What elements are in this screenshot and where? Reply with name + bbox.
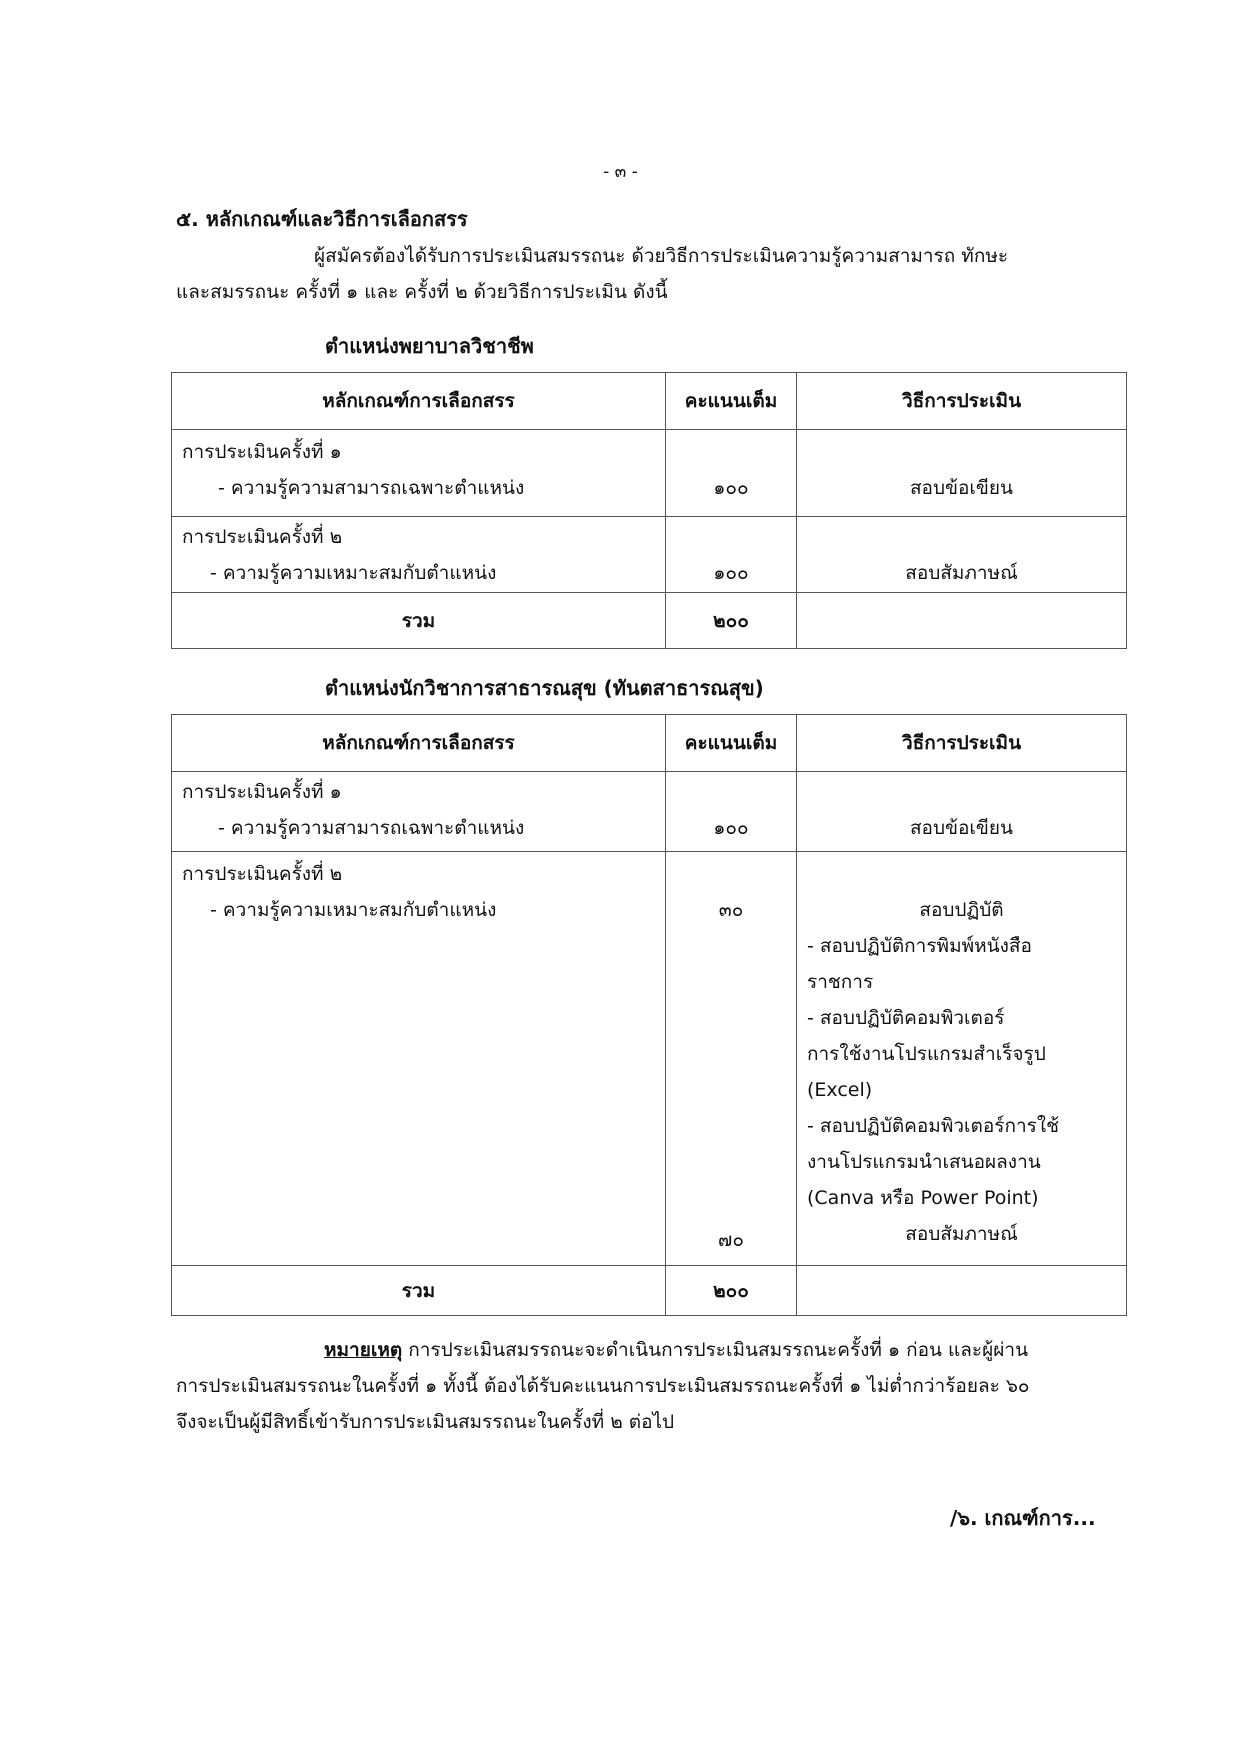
practical-line: งานโปรแกรมนำเสนอผลงาน — [807, 1151, 1041, 1173]
table1 — [171, 372, 1127, 649]
practical-line: - สอบปฏิบัติคอมพิวเตอร์ — [807, 1007, 1005, 1029]
table1-header-score: คะแนนเต็ม — [666, 373, 797, 430]
table2-header-method: วิธีการประเมิน — [797, 715, 1127, 772]
practical-line: - สอบปฏิบัติการพิมพ์หนังสือ — [807, 935, 1032, 957]
table2 — [171, 714, 1127, 1316]
practical-line: (Canva หรือ Power Point) — [807, 1187, 1039, 1209]
table1-row-round1 — [172, 430, 1127, 517]
round-item: - ความรู้ความสามารถเฉพาะตำแหน่ง — [218, 817, 525, 839]
note-label: หมายเหตุ — [324, 1339, 403, 1361]
round-label: การประเมินครั้งที่ ๒ — [182, 526, 343, 548]
round-label: การประเมินครั้งที่ ๒ — [182, 863, 343, 885]
round-label: การประเมินครั้งที่ ๑ — [182, 781, 342, 803]
table1-header-criteria: หลักเกณฑ์การเลือกสรร — [172, 373, 666, 430]
practical-line: การใช้งานโปรแกรมสำเร็จรูป — [807, 1043, 1046, 1065]
round-item: - ความรู้ความสามารถเฉพาะตำแหน่ง — [218, 477, 525, 499]
round-item: - ความรู้ความเหมาะสมกับตำแหน่ง — [210, 899, 497, 921]
interview-score: ๗๐ — [718, 1229, 744, 1251]
total-score: ๒๐๐ — [666, 1266, 797, 1316]
intro-line-2: และสมรรถนะ ครั้งที่ ๑ และ ครั้งที่ ๒ ด้วยวิธีการประเมิน ดังนี้ — [176, 281, 668, 303]
table2-row-round2 — [172, 852, 1127, 1266]
practical-line: ราชการ — [807, 971, 874, 993]
table1-header-row — [172, 373, 1127, 430]
round-score: ๑๐๐ — [713, 562, 749, 584]
round-score: ๑๐๐ — [713, 817, 749, 839]
table1-total-row — [172, 593, 1127, 649]
round-method: สอบสัมภาษณ์ — [905, 562, 1018, 584]
interview-method: สอบสัมภาษณ์ — [905, 1223, 1018, 1245]
table2-title: ตำแหน่งนักวิชาการสาธารณสุข (ทันตสาธารณสุข) — [325, 676, 764, 700]
round-score: ๑๐๐ — [713, 477, 749, 499]
section-heading: ๕. หลักเกณฑ์และวิธีการเลือกสรร — [176, 207, 468, 231]
total-label: รวม — [172, 1266, 666, 1316]
round-method: สอบข้อเขียน — [909, 817, 1014, 839]
table1-header-method: วิธีการประเมิน — [797, 373, 1127, 430]
round-label: การประเมินครั้งที่ ๑ — [182, 441, 342, 463]
table2-total-row — [172, 1266, 1127, 1316]
practical-score: ๓๐ — [718, 899, 744, 921]
table2-row-round1 — [172, 772, 1127, 852]
practical-line: - สอบปฏิบัติคอมพิวเตอร์การใช้ — [807, 1115, 1060, 1137]
practical-method-title: สอบปฏิบัติ — [919, 899, 1004, 921]
note-line-3: จึงจะเป็นผู้มีสิทธิ์เข้ารับการประเมินสมรรถนะในครั้งที่ ๒ ต่อไป — [176, 1411, 675, 1433]
round-method: สอบข้อเขียน — [909, 477, 1014, 499]
note-line-2: การประเมินสมรรถนะในครั้งที่ ๑ ทั้งนี้ ต้องได้รับคะแนนการประเมินสมรรถนะครั้งที่ ๑ ไม่ต่ำกว่าร้อยละ ๖๐ — [176, 1375, 1030, 1397]
practical-line: (Excel) — [807, 1079, 873, 1101]
note-text-1: การประเมินสมรรถนะจะดำเนินการประเมินสมรรถนะครั้งที่ ๑ ก่อน และผู้ผ่าน — [402, 1339, 1029, 1361]
table2-header-row — [172, 715, 1127, 772]
table1-title: ตำแหน่งพยาบาลวิชาชีพ — [325, 334, 534, 358]
intro-line-1: ผู้สมัครต้องได้รับการประเมินสมรรถนะ ด้วยวิธีการประเมินความรู้ความสามารถ ทักษะ — [314, 245, 1009, 267]
table2-header-score: คะแนนเต็ม — [666, 715, 797, 772]
page-number: - ๓ - — [603, 162, 638, 182]
table2-header-criteria: หลักเกณฑ์การเลือกสรร — [172, 715, 666, 772]
continuation-footer: /๖. เกณฑ์การ... — [950, 1506, 1096, 1530]
note-line-1 — [176, 1332, 1116, 1368]
total-score: ๒๐๐ — [666, 593, 797, 649]
table1-row-round2 — [172, 517, 1127, 593]
round-item: - ความรู้ความเหมาะสมกับตำแหน่ง — [210, 562, 497, 584]
total-label: รวม — [172, 593, 666, 649]
